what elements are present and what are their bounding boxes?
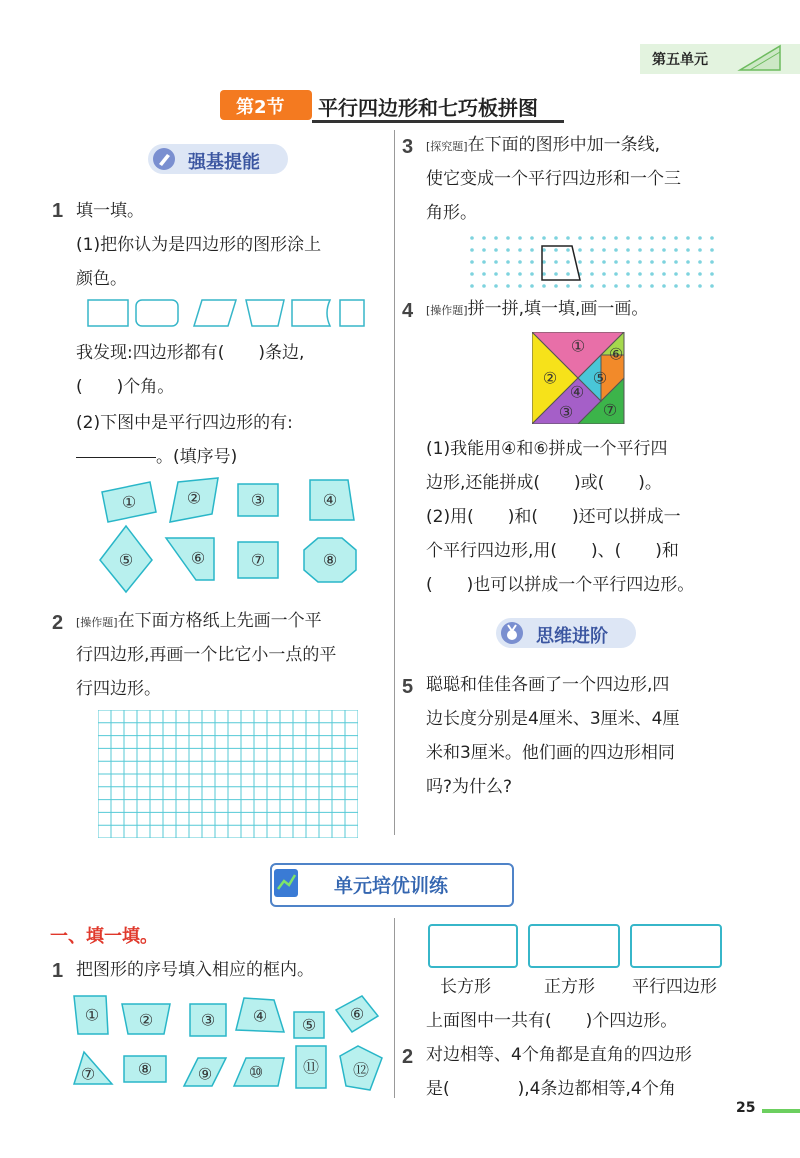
grid-dot: [662, 284, 666, 288]
tangram: [532, 332, 626, 424]
q2-line2: 行四边形,再画一个比它小一点的平: [76, 645, 337, 665]
ut-label-7: ⑦: [80, 1064, 96, 1084]
grid-paper[interactable]: [98, 710, 358, 838]
curved-side-shape[interactable]: [292, 300, 330, 326]
q2-tag: [操作题]: [76, 616, 118, 629]
q3-number: 3: [402, 136, 414, 158]
pill-basic-text: 强基提能: [188, 152, 260, 173]
q4-line0: [426, 292, 648, 328]
answer-box-square[interactable]: [528, 924, 620, 968]
q1-part2-line1: (2)下图中是平行四边形的有:: [76, 413, 293, 433]
page-number-bar: [762, 1109, 800, 1113]
q4-line3: (2)用( )和( )还可以拼成一: [426, 507, 681, 527]
q5-number: 5: [402, 676, 414, 698]
answer-box-parallelogram[interactable]: [630, 924, 722, 968]
q1-found-line2: ( )个角。: [76, 377, 175, 397]
grid-dot: [638, 248, 642, 252]
grid-dot: [554, 260, 558, 264]
grid-dot: [578, 284, 582, 288]
ut-label-8: ⑧: [137, 1059, 153, 1079]
grid-dot: [674, 260, 678, 264]
ut-label-1: ①: [84, 1005, 100, 1025]
q4-line2: 边形,还能拼成( )或( )。: [426, 473, 662, 493]
grid-dot: [626, 248, 630, 252]
grid-dot: [566, 272, 570, 276]
grid-dot: [590, 236, 594, 240]
q4-number: 4: [402, 300, 414, 322]
q1-parallelogram-shapes: [90, 474, 380, 594]
grid-dot: [566, 284, 570, 288]
grid-dot: [518, 284, 522, 288]
grid-dot: [650, 260, 654, 264]
grid-dot: [566, 236, 570, 240]
grid-dot: [530, 260, 534, 264]
grid-dot: [482, 272, 486, 276]
q1-part1-line2: 颜色。: [76, 269, 127, 289]
grid-dot: [710, 248, 714, 252]
grid-dot: [554, 272, 558, 276]
grid-dot: [470, 284, 474, 288]
grid-dot: [710, 272, 714, 276]
q1-part2-line2: [76, 440, 237, 474]
q4-line5: ( )也可以拼成一个平行四边形。: [426, 575, 695, 595]
grid-dot: [590, 260, 594, 264]
q2-line3: 行四边形。: [76, 679, 161, 699]
answer-blank[interactable]: [76, 456, 156, 458]
q1-shapes-row: [84, 296, 374, 330]
grid-dot: [542, 284, 546, 288]
grid-dot: [614, 284, 618, 288]
grid-dot: [590, 284, 594, 288]
shape-label-6: ⑥: [190, 548, 206, 568]
pill-advance: [496, 618, 636, 648]
q2-line1: [76, 604, 322, 640]
grid-dot: [542, 236, 546, 240]
grid-dot: [602, 248, 606, 252]
q5-line3: 米和3厘米。他们画的四边形相同: [426, 743, 675, 763]
section-title: [312, 90, 564, 123]
section-badge-text: 第2节: [236, 97, 285, 118]
grid-dot: [518, 236, 522, 240]
grid-dot: [650, 236, 654, 240]
unit-training-banner: [270, 863, 514, 907]
q3-line1: [426, 128, 660, 164]
page-number: 25: [736, 1100, 756, 1116]
ut-label-12: ⑫: [352, 1060, 370, 1080]
grid-dot: [530, 284, 534, 288]
ut-label-4: ④: [252, 1006, 268, 1026]
tangram-label-1: ①: [570, 336, 586, 356]
grid-dot: [662, 272, 666, 276]
medal-icon: [500, 621, 526, 645]
shape-label-4: ④: [322, 490, 338, 510]
box-label-parallelogram: 平行四边形: [632, 977, 717, 997]
grid-dot: [566, 260, 570, 264]
grid-dot: [554, 248, 558, 252]
q5-line4: 吗?为什么?: [426, 777, 513, 797]
chart-icon: [274, 869, 300, 899]
grid-dot: [638, 236, 642, 240]
unit-label: 第五单元: [652, 52, 708, 68]
grid-dot: [710, 284, 714, 288]
trapezoid-figure: [542, 246, 580, 280]
shape-label-2: ②: [186, 488, 202, 508]
grid-dot: [698, 236, 702, 240]
grid-dot: [530, 272, 534, 276]
ut-label-3: ③: [200, 1010, 216, 1030]
grid-dot: [686, 236, 690, 240]
grid-dot: [614, 248, 618, 252]
grid-dot: [638, 284, 642, 288]
parallelogram-shape[interactable]: [194, 300, 236, 326]
grid-dot: [650, 248, 654, 252]
grid-dot: [470, 248, 474, 252]
grid-dot: [506, 248, 510, 252]
tangram-label-4: ④: [569, 382, 585, 402]
ut-label-9: ⑨: [197, 1064, 213, 1084]
ut-q2-line2: 是( ),4条边都相等,4个角: [426, 1079, 676, 1099]
grid-dot: [578, 260, 582, 264]
grid-dot: [494, 284, 498, 288]
small-rectangle-shape[interactable]: [340, 300, 364, 326]
q1-part1-line1: (1)把你认为是四边形的图形涂上: [76, 235, 322, 255]
grid-dot: [482, 260, 486, 264]
q1-found-line1: 我发现:四边形都有( )条边,: [76, 343, 305, 363]
grid-dot: [578, 236, 582, 240]
ut-label-5: ⑤: [301, 1015, 317, 1035]
section-badge: [220, 90, 312, 120]
grid-dot: [506, 236, 510, 240]
grid-dot: [674, 248, 678, 252]
ut-q1-text: 把图形的序号填入相应的框内。: [76, 960, 314, 980]
banner-text: 单元培优训练: [334, 875, 449, 897]
grid-dot: [626, 260, 630, 264]
q3-tag: [探究题]: [426, 140, 468, 153]
pencil-icon: [152, 147, 178, 171]
q5-line1: 聪聪和佳佳各画了一个四边形,四: [426, 675, 670, 695]
dot-grid[interactable]: [466, 232, 718, 292]
grid-dot: [686, 260, 690, 264]
shape-label-5: ⑤: [118, 550, 134, 570]
rounded-rectangle-shape[interactable]: [136, 300, 178, 326]
q3-line1-text: 在下面的图形中加一条线,: [467, 135, 660, 155]
grid-dot: [470, 272, 474, 276]
grid-dot: [602, 260, 606, 264]
grid-dot: [602, 236, 606, 240]
grid-dot: [710, 260, 714, 264]
grid-dot: [674, 272, 678, 276]
grid-dot: [506, 284, 510, 288]
part1-heading: 一、填一填。: [50, 926, 158, 947]
grid-dot: [530, 248, 534, 252]
count-text: 上面图中一共有( )个四边形。: [426, 1011, 678, 1031]
grid-dot: [494, 248, 498, 252]
grid-dot: [530, 236, 534, 240]
grid-dot: [686, 248, 690, 252]
q4-line0-text: 拼一拼,填一填,画一画。: [467, 299, 649, 319]
grid-dot: [698, 284, 702, 288]
q5-line2: 边长度分别是4厘米、3厘米、4厘: [426, 709, 680, 729]
shape-label-8: ⑧: [322, 550, 338, 570]
grid-dot: [614, 272, 618, 276]
grid-dot: [710, 236, 714, 240]
grid-dot: [554, 236, 558, 240]
pill-basic: [148, 144, 288, 174]
grid-dot: [494, 272, 498, 276]
answer-box-rectangle[interactable]: [428, 924, 518, 968]
grid-dot: [698, 272, 702, 276]
grid-dot: [482, 236, 486, 240]
grid-dot: [650, 272, 654, 276]
grid-dot: [470, 260, 474, 264]
section-title-text: 平行四边形和七巧板拼图: [318, 96, 538, 120]
grid-dot: [638, 260, 642, 264]
q4-tag: [操作题]: [426, 304, 468, 317]
grid-dot: [626, 284, 630, 288]
grid-dot: [578, 248, 582, 252]
ut-q2-line1: 对边相等、4个角都是直角的四边形: [426, 1045, 692, 1065]
ruler-icon: [736, 44, 786, 74]
grid-dot: [518, 260, 522, 264]
tangram-label-7: ⑦: [602, 400, 618, 420]
q4-line1: (1)我能用④和⑥拼成一个平行四: [426, 439, 668, 459]
grid-dot: [674, 236, 678, 240]
grid-dot: [674, 284, 678, 288]
grid-dot: [482, 284, 486, 288]
grid-dot: [494, 236, 498, 240]
grid-dot: [602, 284, 606, 288]
q2-line1-text: 在下面方格纸上先画一个平: [117, 611, 322, 631]
unit-tab: [640, 44, 800, 74]
grid-dot: [506, 260, 510, 264]
grid-dot: [638, 272, 642, 276]
grid-dot: [662, 248, 666, 252]
grid-dot: [662, 260, 666, 264]
grid-dot: [482, 248, 486, 252]
grid-dot: [494, 260, 498, 264]
grid-dot: [698, 248, 702, 252]
rectangle-shape[interactable]: [88, 300, 128, 326]
q3-line2: 使它变成一个平行四边形和一个三: [426, 169, 681, 189]
grid-dot: [506, 272, 510, 276]
q3-line3: 角形。: [426, 203, 477, 223]
ut-q2-number: 2: [402, 1046, 414, 1068]
ut-label-2: ②: [138, 1010, 154, 1030]
grid-dot: [590, 272, 594, 276]
ut-label-11: ⑪: [302, 1057, 320, 1077]
pill-advance-text: 思维进阶: [536, 626, 608, 647]
grid-dot: [686, 284, 690, 288]
trapezoid-shape[interactable]: [246, 300, 284, 326]
grid-dot: [614, 236, 618, 240]
q4-line4: 个平行四边形,用( )、( )和: [426, 541, 679, 561]
grid-dot: [626, 272, 630, 276]
column-divider-top: [394, 130, 395, 835]
q1-title: 填一填。: [76, 201, 144, 221]
grid-dot: [698, 260, 702, 264]
grid-dot: [554, 284, 558, 288]
grid-dot: [566, 248, 570, 252]
grid-dot: [626, 236, 630, 240]
ut-q1-number: 1: [52, 960, 64, 982]
shape-label-3: ③: [250, 490, 266, 510]
grid-dot: [650, 284, 654, 288]
shape-label-1: ①: [121, 492, 137, 512]
q1-number: 1: [52, 200, 64, 222]
grid-dot: [518, 248, 522, 252]
tangram-label-6: ⑥: [608, 344, 624, 364]
grid-dot: [662, 236, 666, 240]
grid-dot: [602, 272, 606, 276]
grid-dot: [614, 260, 618, 264]
q1-part2-suffix: 。(填序号): [156, 447, 238, 467]
grid-dot: [686, 272, 690, 276]
q2-number: 2: [52, 612, 64, 634]
tangram-label-3: ③: [558, 402, 574, 422]
grid-dot: [470, 236, 474, 240]
shape-label-7: ⑦: [250, 550, 266, 570]
column-divider-bottom: [394, 918, 395, 1098]
tangram-label-2: ②: [542, 368, 558, 388]
box-label-square: 正方形: [544, 977, 595, 997]
grid-dot: [590, 248, 594, 252]
box-label-rectangle: 长方形: [440, 977, 491, 997]
tangram-label-5: ⑤: [592, 368, 608, 388]
ut-label-6: ⑥: [349, 1004, 365, 1024]
ut-shapes: [64, 990, 394, 1096]
ut-label-10: ⑩: [248, 1062, 264, 1082]
grid-dot: [518, 272, 522, 276]
